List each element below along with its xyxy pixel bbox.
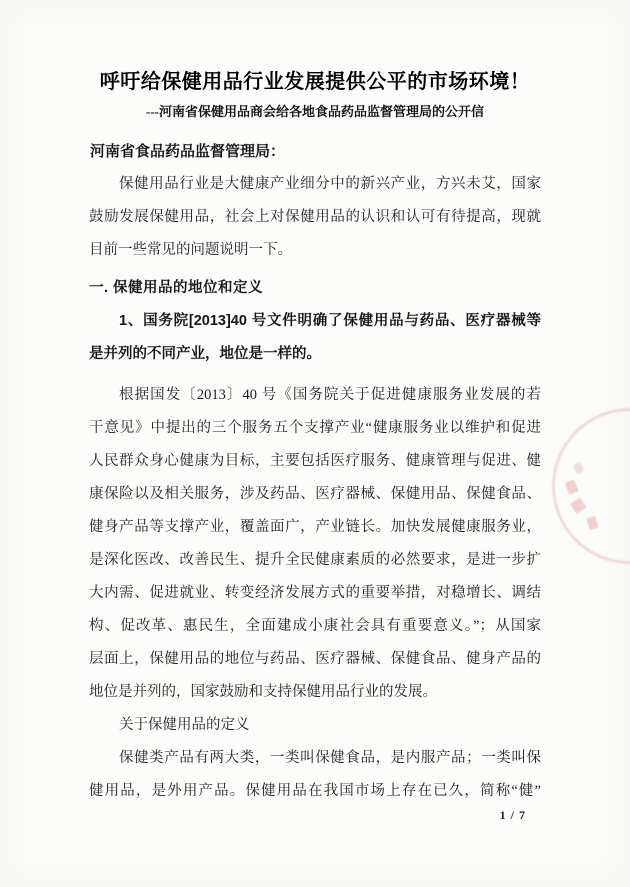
section-heading: 一. 保健用品的地位和定义 — [89, 280, 264, 296]
seal-mark — [586, 516, 598, 530]
page-title: 呼吁给保健用品行业发展提供公平的市场环境！ — [99, 71, 531, 93]
paragraph-block — [89, 168, 541, 267]
paragraph-block — [89, 742, 541, 808]
paragraph-line: 是深化医改、改善民生、提升全民健康素质的必然要求，是进一步扩 — [89, 552, 541, 568]
paragraph-line: 目前一些常见的问题说明一下。 — [89, 242, 292, 258]
page-number: 1 / 7 — [499, 808, 526, 822]
page-subtitle: ---河南省保健用品商会给各地食品药品监督管理局的公开信 — [146, 104, 484, 119]
seal-mark — [565, 479, 579, 495]
paragraph-line: 大内需、促进就业、转变经济发展方式的重要举措，对稳增长、调结 — [89, 585, 541, 601]
seal-mark — [573, 462, 585, 475]
paragraph-block — [89, 305, 541, 371]
paragraph-line: 地位是并列的，国家鼓励和支持保健用品行业的发展。 — [89, 684, 437, 700]
paragraph-line: 1、国务院[2013]40 号文件明确了保健用品与药品、医疗器械等 — [119, 313, 541, 329]
paragraph-line: 干意见》中提出的三个服务五个支撑产业“健康服务业以维护和促进 — [89, 420, 541, 436]
paragraph-line: 健用品，是外用产品。保健用品在我国市场上存在已久，简称“健” — [89, 783, 541, 799]
paragraph-line: 保健用品行业是大健康产业细分中的新兴产业，方兴未艾，国家 — [119, 176, 541, 192]
section-heading-block — [89, 272, 541, 305]
paragraph-line: 是并列的不同产业，地位是一样的。 — [89, 346, 321, 362]
paragraph-line: 鼓励发展保健用品，社会上对保健用品的认识和认可有待提高，现就 — [89, 209, 541, 225]
paragraph-line: 构、促改革、惠民生，全面建成小康社会具有重要意义。”；从国家 — [89, 618, 541, 634]
paragraph-line: 健身产品等支撑产业，覆盖面广，产业链长。加快发展健康服务业， — [89, 519, 541, 535]
paragraph-line: 根据国发〔2013〕40 号《国务院关于促进健康服务业发展的若 — [119, 387, 541, 403]
paragraph-block — [89, 709, 541, 742]
salutation: 河南省食品药品监督管理局： — [90, 143, 286, 160]
paragraph-block — [89, 379, 541, 709]
paragraph-line: 康保险以及相关服务，涉及药品、医疗器械、保健用品、保健食品、 — [89, 486, 541, 502]
paragraph-line: 保健类产品有两大类，一类叫保健食品，是内服产品；一类叫保 — [119, 750, 541, 766]
paragraph-line: 人民群众身心健康为目标，主要包括医疗服务、健康管理与促进、健 — [89, 453, 541, 469]
paragraph-line: 层面上，保健用品的地位与药品、医疗器械、保健食品、健身产品的 — [89, 651, 541, 667]
paragraph-line: 关于保健用品的定义 — [119, 717, 250, 733]
document-body — [89, 168, 541, 808]
seal-mark — [570, 497, 587, 514]
